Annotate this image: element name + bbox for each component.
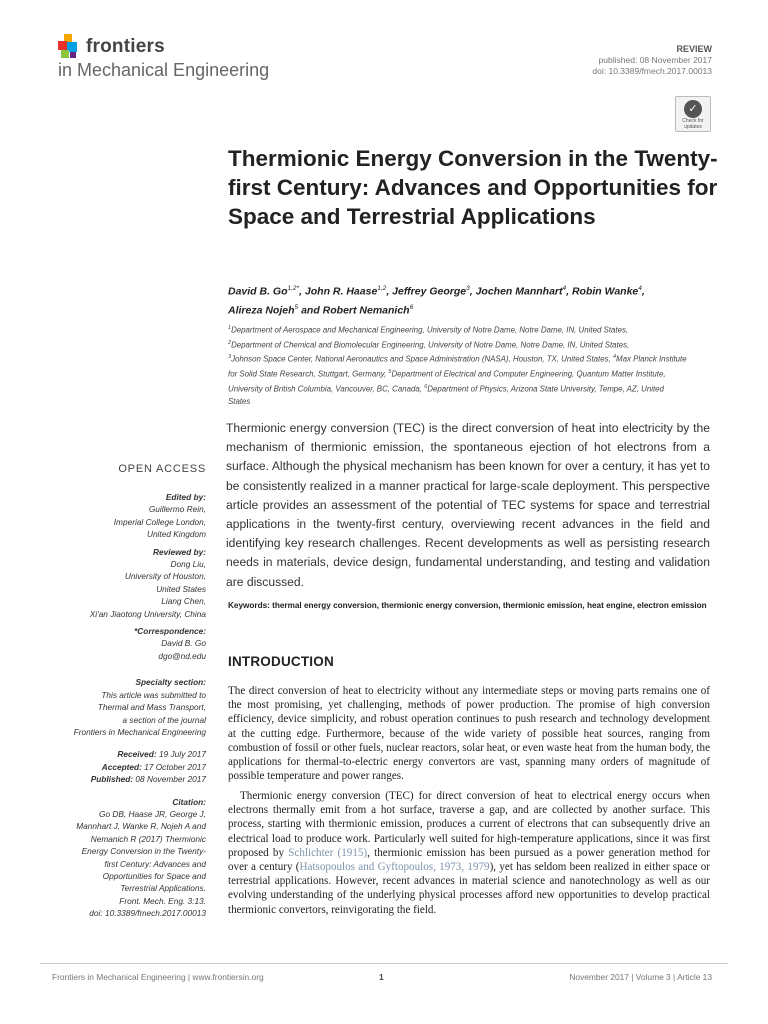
published-date: published: 08 November 2017 bbox=[598, 55, 712, 65]
correspondence-section bbox=[40, 625, 206, 662]
specialty-line: Frontiers in Mechanical Engineering bbox=[73, 726, 206, 737]
citation-line: Nemanich R (2017) Thermionic bbox=[90, 833, 206, 844]
section-label: Citation: bbox=[172, 796, 206, 807]
citation-line: Mannhart J, Wanke R, Nojeh A and bbox=[76, 821, 206, 832]
affiliations bbox=[228, 322, 688, 408]
affil-text: Johnson Space Center, National Aeronautics and Space Administration (NASA), Houston, TX, United States, bbox=[231, 354, 611, 364]
check-label: updates bbox=[684, 124, 702, 130]
open-access-label: OPEN ACCESS bbox=[118, 463, 206, 475]
reviewer-line[interactable]: Dong Liu, bbox=[170, 559, 206, 570]
author-name[interactable]: Alireza Nojeh bbox=[228, 304, 295, 316]
footer-journal-link[interactable]: Frontiers in Mechanical Engineering | www.frontiersin.org bbox=[52, 972, 264, 982]
section-label: Edited by: bbox=[165, 492, 206, 502]
editor-line: United Kingdom bbox=[146, 529, 206, 540]
author-affil-sup: 3 bbox=[466, 285, 470, 292]
author-affil-sup: 1,2 bbox=[377, 285, 387, 292]
reviewer-line: University of Houston, bbox=[124, 571, 206, 582]
affil-number: 3 bbox=[228, 354, 232, 361]
affil-text: Department of Electrical and Computer Engineering, Quantum Matter Institute, University of British Columbia, Vancouver, BC, Canada, bbox=[228, 369, 666, 394]
edited-by-section bbox=[40, 491, 206, 541]
date-value: 19 July 2017 bbox=[158, 749, 206, 760]
affil-text: Max Planck Institute for Solid State Research, Stuttgart, Germany, bbox=[228, 354, 687, 379]
author-affil-sup: 6 bbox=[409, 303, 414, 311]
brand-name: frontiers bbox=[86, 36, 165, 57]
citation-line: Opportunities for Space and bbox=[102, 870, 206, 881]
affiliation bbox=[228, 322, 688, 337]
paragraph-text: Thermionic energy conversion (TEC) for direct conversion of heat to electrical energy occurs when electrons thermally emit from a hot surface, traverse a gap, and are collected by another surface. This process, starting with thermionic emission, produces a current of electrons that can subsequently drive an electrical load to produce work. Particularly well suited for high-temperature applications, since it was first proposed by bbox=[228, 790, 710, 859]
date-label: Accepted: bbox=[101, 761, 142, 772]
author-line bbox=[228, 300, 708, 319]
author-affil-sup: 1,2* bbox=[287, 285, 300, 292]
keywords: Keywords: thermal energy conversion, thermionic energy conversion, thermionic emission, heat engine, electron emission bbox=[228, 601, 707, 610]
published-date-side bbox=[40, 773, 206, 785]
abstract: Thermionic energy conversion (TEC) is the direct conversion of heat into electricity by the mechanism of thermionic emission, the spontaneous ejection of hot electrons from a surface. Although the physical mechanism has been known for over a century, it has yet to be consistently realized in a manner practical for large-scale deployment. This perspective article provides an assessment of the potential of TEC systems for space and terrestrial applications in the twenty-first century, overviewing recent advances in the field and identifying key research challenges. Recent developments as well as persisting research needs in materials, device design, fundamental understanding, and testing and validation are discussed. bbox=[226, 421, 710, 589]
author-separator: , bbox=[641, 285, 645, 298]
citation-section bbox=[40, 796, 206, 920]
bookmark-icon: ✓ bbox=[684, 100, 702, 118]
author-name[interactable]: , Jochen Mannhart bbox=[469, 285, 563, 298]
reference-link[interactable]: Hatsopoulos and Gyftopoulos, 1973, 1979 bbox=[299, 861, 490, 874]
specialty-line: a section of the journal bbox=[122, 714, 206, 725]
dates-section bbox=[40, 748, 206, 785]
section-label: *Correspondence: bbox=[134, 626, 206, 637]
article-title: Thermionic Energy Conversion in the Twenty-first Century: Advances and Opportunities for Space and Terrestrial Applications bbox=[228, 146, 718, 229]
citation-line: Front. Mech. Eng. 3:13. bbox=[119, 895, 206, 906]
affil-number: 2 bbox=[228, 339, 232, 346]
author-name[interactable]: , Robin Wanke bbox=[566, 285, 639, 298]
article-doi[interactable]: doi: 10.3389/fmech.2017.00013 bbox=[592, 66, 712, 76]
editor-line: Imperial College London, bbox=[113, 516, 206, 527]
frontiers-logo-icon bbox=[58, 34, 80, 62]
accepted-date bbox=[40, 761, 206, 773]
citation-line: Go DB, Haase JR, George J, bbox=[99, 808, 206, 819]
date-label: Published: bbox=[90, 774, 134, 785]
affil-text: Department of Aerospace and Mechanical Engineering, University of Notre Dame, Notre Dame, IN, United States, bbox=[231, 325, 629, 335]
affil-number: 4 bbox=[612, 354, 617, 361]
author-affil-sup: 5 bbox=[294, 303, 299, 311]
affiliation bbox=[228, 351, 688, 408]
citation-line: Energy Conversion in the Twenty- bbox=[81, 846, 206, 857]
section-label: Specialty section: bbox=[135, 677, 206, 688]
affil-number: 5 bbox=[388, 368, 392, 375]
affil-text: Department of Chemical and Biomolecular Engineering, University of Notre Dame, Notre Dame, IN, United States, bbox=[231, 340, 630, 350]
affil-text: Department of Physics, Arizona State University, Tempe, AZ, United States bbox=[228, 384, 664, 407]
journal-name: in Mechanical Engineering bbox=[58, 60, 270, 80]
citation-line: Terrestrial Applications. bbox=[120, 883, 206, 894]
article-sidebar bbox=[40, 491, 206, 925]
affil-number: 6 bbox=[424, 383, 428, 390]
check-label: Check for bbox=[682, 118, 704, 124]
page-number: 1 bbox=[379, 972, 384, 982]
reviewed-by-section bbox=[40, 546, 206, 620]
date-label: Received: bbox=[117, 749, 157, 760]
correspondence-name: David B. Go bbox=[161, 638, 206, 649]
reviewer-line: United States bbox=[156, 583, 206, 594]
citation-line: first Century: Advances and bbox=[104, 858, 206, 869]
intro-paragraph: The direct conversion of heat to electricity without any intermediate steps or moving parts remains one of the most promising, yet challenging, methods of power production. The promise of high conversion efficiency, device simplicity, and robust operation continues to push research and technology development at the cutting edge. Furthermore, because of the wide variety of possible heat sources, ranging from combustion of fossil or other fuels, nuclear reactors, solar heat, or even waste heat from the human body, the applications for thermal-to-electric energy convertors are vast, spanning many orders of magnitude of possible temperature and power ranges. bbox=[228, 685, 710, 783]
article-type: REVIEW bbox=[676, 44, 712, 54]
reference-link[interactable]: Schlichter (1915) bbox=[288, 846, 368, 859]
received-date bbox=[40, 748, 206, 760]
intro-paragraph bbox=[228, 789, 710, 917]
affil-number: 1 bbox=[228, 325, 232, 331]
author-name[interactable]: , Jeffrey George bbox=[386, 285, 467, 298]
footer-divider bbox=[40, 963, 728, 964]
author-name[interactable]: David B. Go bbox=[228, 285, 288, 298]
paragraph-text: ), yet has seldom been realized in either space or terrestrial applications. However, recent advances in material science and nanotechnology as well as our evolving understanding of the underlying physical processes afford new opportunities to develop practical thermionic convertors, reinvigorating the field. bbox=[228, 861, 710, 916]
specialty-section bbox=[40, 676, 206, 738]
author-affil-sup: 4 bbox=[638, 285, 642, 292]
correspondence-email[interactable]: dgo@nd.edu bbox=[158, 650, 206, 661]
section-label: Reviewed by: bbox=[152, 546, 206, 557]
journal-logo[interactable] bbox=[58, 34, 318, 84]
citation-doi[interactable]: doi: 10.3389/fmech.2017.00013 bbox=[89, 908, 206, 919]
check-for-updates-button[interactable] bbox=[675, 96, 711, 132]
paragraph-text: , thermionic emission has been pursued as a power generation method for over a century ( bbox=[228, 846, 711, 874]
section-heading: INTRODUCTION bbox=[228, 654, 334, 669]
reviewer-line: Xi'an Jiaotong University, China bbox=[89, 608, 206, 619]
article-meta bbox=[592, 44, 712, 77]
author-name[interactable]: and Robert Nemanich bbox=[298, 304, 410, 316]
editor-line[interactable]: Guillermo Rein, bbox=[148, 504, 206, 515]
author-line bbox=[228, 281, 708, 300]
author-name[interactable]: , John R. Haase bbox=[299, 285, 378, 298]
footer-issue-info: November 2017 | Volume 3 | Article 13 bbox=[569, 972, 712, 982]
author-affil-sup: 4 bbox=[562, 285, 567, 292]
date-value: 08 November 2017 bbox=[135, 774, 206, 785]
specialty-line: Thermal and Mass Transport, bbox=[97, 702, 206, 713]
date-value: 17 October 2017 bbox=[144, 761, 206, 772]
specialty-line: This article was submitted to bbox=[101, 689, 206, 700]
author-list bbox=[228, 281, 708, 318]
affiliation bbox=[228, 337, 688, 352]
reviewer-line[interactable]: Liang Chen, bbox=[161, 596, 206, 607]
